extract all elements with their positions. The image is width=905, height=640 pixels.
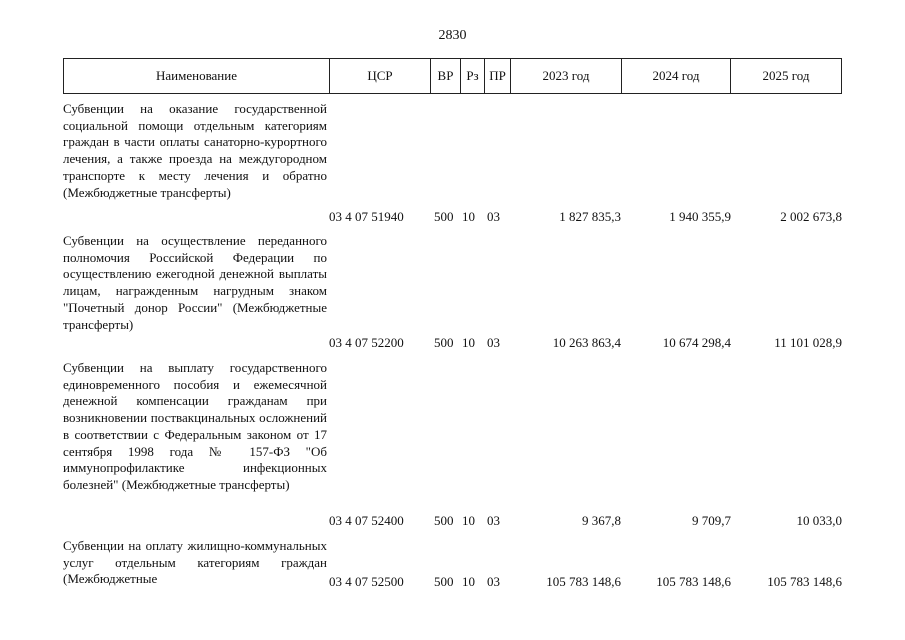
row-value-2024: 9 709,7 xyxy=(692,513,731,528)
header-name: Наименование xyxy=(64,59,330,93)
row-pr: 03 xyxy=(487,335,500,350)
row-rz: 10 xyxy=(462,574,475,589)
row-value-2024: 10 674 298,4 xyxy=(662,335,731,350)
row-value-2023: 10 263 863,4 xyxy=(552,335,621,350)
row-values xyxy=(63,334,842,351)
row-vr: 500 xyxy=(434,574,454,589)
table-row xyxy=(63,101,842,225)
row-value-2023: 1 827 835,3 xyxy=(559,209,621,224)
row-rz: 10 xyxy=(462,513,475,528)
row-values xyxy=(63,512,842,529)
row-pr: 03 xyxy=(487,209,500,224)
row-csr: 03 4 07 51940 xyxy=(329,209,404,224)
row-csr: 03 4 07 52200 xyxy=(329,335,404,350)
header-rz: Рз xyxy=(461,59,485,93)
row-pr: 03 xyxy=(487,513,500,528)
row-value-2025: 105 783 148,6 xyxy=(767,574,842,589)
page-number: 2830 xyxy=(438,28,467,43)
row-value-2025: 2 002 673,8 xyxy=(780,209,842,224)
row-value-2024: 105 783 148,6 xyxy=(656,574,731,589)
header-csr: ЦСР xyxy=(330,59,431,93)
table-header xyxy=(63,58,842,94)
row-rz: 10 xyxy=(462,209,475,224)
row-csr: 03 4 07 52400 xyxy=(329,513,404,528)
header-year-2024: 2024 год xyxy=(622,59,731,93)
row-name: Субвенции на осуществление переданного полномочия Российской Федерации по осуществлению ежегодной денежной выплаты лицам, награжденным нагрудным знаком "Почетный донор России" (Межбюджетные трансферты) xyxy=(63,233,327,332)
header-year-2023: 2023 год xyxy=(511,59,622,93)
row-vr: 500 xyxy=(434,513,454,528)
row-name: Субвенции на оплату жилищно-коммунальных услуг отдельным категориям граждан (Межбюджетные xyxy=(63,538,327,587)
row-value-2023: 9 367,8 xyxy=(582,513,621,528)
row-rz: 10 xyxy=(462,335,475,350)
header-year-2025: 2025 год xyxy=(762,68,810,83)
row-vr: 500 xyxy=(434,335,454,350)
row-pr: 03 xyxy=(487,574,500,589)
row-value-2023: 105 783 148,6 xyxy=(546,574,621,589)
row-name: Субвенции на оказание государственной социальной помощи отдельным категориям граждан в части оплаты санаторно-курортного лечения, а также проезда на междугородном транспорте к месту лечения и обратно (Межбюджетные трансферты) xyxy=(63,101,327,200)
header-pr: ПР xyxy=(485,59,511,93)
row-value-2024: 1 940 355,9 xyxy=(669,209,731,224)
row-values xyxy=(63,208,842,225)
row-values xyxy=(63,573,842,590)
row-value-2025: 11 101 028,9 xyxy=(774,335,842,350)
row-csr: 03 4 07 52500 xyxy=(329,574,404,589)
row-vr: 500 xyxy=(434,209,454,224)
table-row xyxy=(63,233,842,351)
header-vr: ВР xyxy=(431,59,461,93)
row-name: Субвенции на выплату государственного единовременного пособия и ежемесячной денежной компенсации гражданам при возникновении поствакцинальных осложнений в соответствии с Федеральным законом от 17 сентября 1998 года № 157-ФЗ "Об иммунопрофилактике инфекционных болезней" (Межбюджетные трансферты) xyxy=(63,360,327,492)
table-row xyxy=(63,360,842,529)
table-row xyxy=(63,538,842,590)
row-value-2025: 10 033,0 xyxy=(796,513,842,528)
